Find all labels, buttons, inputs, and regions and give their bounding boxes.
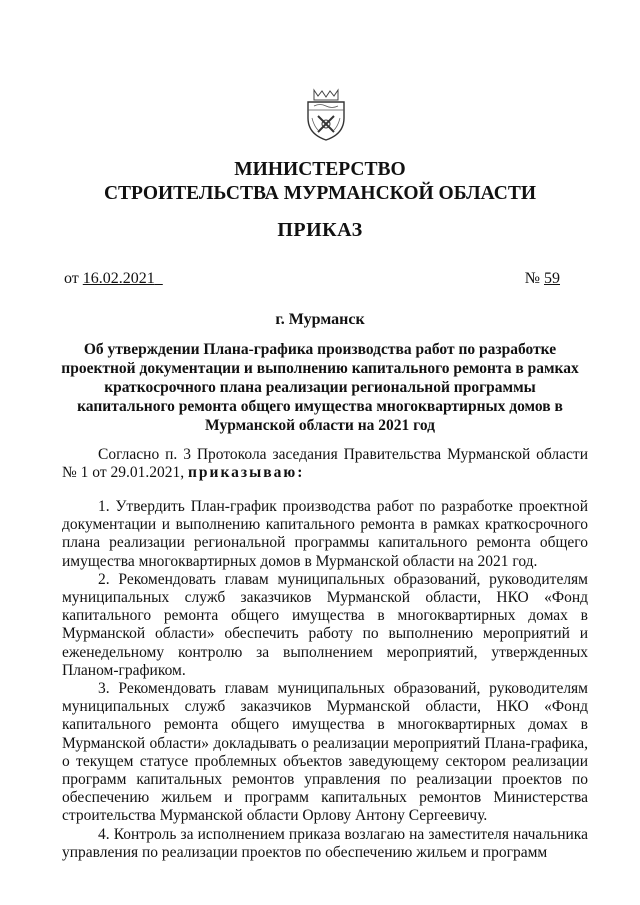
basis-text: Согласно п. 3 Протокола заседания Правительства Мурманской области № 1 от 29.01.2021,: [62, 446, 588, 482]
number-value: 59: [544, 270, 560, 287]
date-value: 16.02.2021: [82, 270, 155, 287]
order-date: [64, 270, 163, 288]
order-number: [525, 270, 560, 288]
ministry-name-line2: СТРОИТЕЛЬСТВА МУРМАНСКОЙ ОБЛАСТИ: [103, 183, 537, 204]
document-type-title: ПРИКАЗ: [277, 219, 363, 241]
number-prefix: №: [524, 270, 540, 287]
order-item: 4. Контроль за исполнением приказа возлагаю на заместителя начальника управления по реализации проектов по обеспечению жильем и программ: [62, 825, 588, 861]
order-items: [62, 498, 588, 862]
date-prefix: от: [64, 270, 79, 287]
order-item: 1. Утвердить План-график производства работ по разработке проектной документации и выполнению капитального ремонта в рамках краткосрочного плана реализации региональной программы капитального ремонта общего имущества многоквартирных домов в Мурманской области на 2021 год.: [62, 498, 588, 570]
order-item: 2. Рекомендовать главам муниципальных образований, руководителям муниципальных служб заказчиков Мурманской области, НКО «Фонд капитального ремонта общего имущества в многоквартирных домах в Мурманской области» обеспечить работу по выполнению мероприятий и еженедельному контролю за выполнением мероприятий, утвержденных Планом-графиком.: [62, 570, 588, 679]
order-item: 3. Рекомендовать главам муниципальных образований, руководителям муниципальных служб заказчиков Мурманской области, НКО «Фонд капитального ремонта общего имущества в многоквартирных домах в Мурманской области» докладывать о реализации мероприятий Плана-графика, о текущем статусе проблемных объектов заведующему сектором реализации программ капитальных ремонтов управления по реализации проектов по обеспечению жильем и программ капитальных ремонтов Министерства строительства Мурманской области Орлову Антону Сергеевичу.: [62, 680, 588, 825]
coat-of-arms-emblem: [304, 88, 348, 142]
city-name: г. Мурманск: [275, 311, 365, 328]
order-subject: Об утверждении Плана-графика производства работ по разработке проектной документации и выполнению капитального ремонта в рамках краткосрочного плана реализации региональной программы капитального ремонта общего имущества многоквартирных домов в Мурманской области на 2021 год: [61, 341, 579, 434]
order-basis: [62, 446, 588, 482]
order-word: приказываю:: [187, 464, 305, 482]
ministry-name-line1: МИНИСТЕРСТВО: [234, 159, 406, 180]
